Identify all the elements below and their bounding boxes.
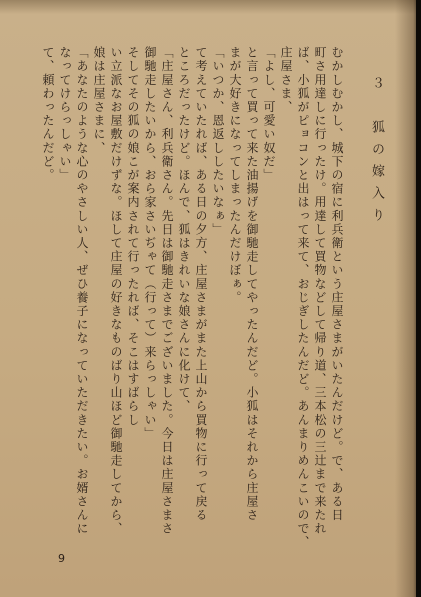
text-column: 御馳走したいから、おら家さいぢゃて（行って）来らっしゃい」 — [143, 46, 157, 441]
text-column: まが大好きになってしまったんだけぼぁ。 — [228, 46, 242, 305]
vertical-text-block — [32, 46, 384, 550]
text-column: 町さ用達しに行ったけ。用達して買物などして帰り道、三本松の三辻まで来たれ — [313, 46, 327, 536]
page-top-shade — [0, 0, 421, 14]
text-column: い立派なお屋敷だけずな。ほして庄屋の好きなものばり山ほど御馳走してから、 — [109, 46, 123, 536]
text-column: なってけらっしゃい」 — [58, 46, 72, 182]
page-number: 9 — [58, 552, 65, 565]
text-column: むかしむかし、城下の宿に利兵衛という庄屋さまがいたんだけど。で、ある日 — [330, 46, 344, 522]
text-column: 「あなたのような心のやさしい人、ぜひ養子になっていただきたい。お婿さんに — [75, 46, 89, 536]
text-column: て考えていたれば、ある日の夕方、庄屋さまがまた上山から買物に行って戻る — [194, 46, 208, 522]
text-column: 庄屋さま、 — [279, 46, 293, 114]
text-column: そしてその狐の娘こが案内されて行ったれば、そこはすばらし — [126, 46, 140, 427]
text-column: 「よし、可愛い奴だ」 — [262, 46, 276, 182]
text-column: て、頼わったんだど。 — [41, 46, 55, 182]
story-title: ３ 狐の嫁入り — [369, 76, 384, 230]
text-column: ば、小狐がピョコンと出はって来て、おじぎしたんだど。あんまりめんこいので、 — [296, 46, 310, 550]
text-column: ところだったけど。ほんで、狐はきれいな娘さんに化けて、 — [177, 46, 191, 414]
text-column: 娘は庄屋さまに、 — [92, 46, 106, 155]
text-column: 「いつか、恩返ししたいなぁ」 — [211, 46, 225, 237]
text-column: と言って買って来た油揚げを御馳走してやったんだど。小狐はそれから庄屋さ — [245, 46, 259, 522]
text-column: 「庄屋さん、利兵衛さん。先日は御馳走さまでございました。今日は庄屋さまさ — [160, 46, 174, 536]
page-edge — [416, 0, 421, 597]
